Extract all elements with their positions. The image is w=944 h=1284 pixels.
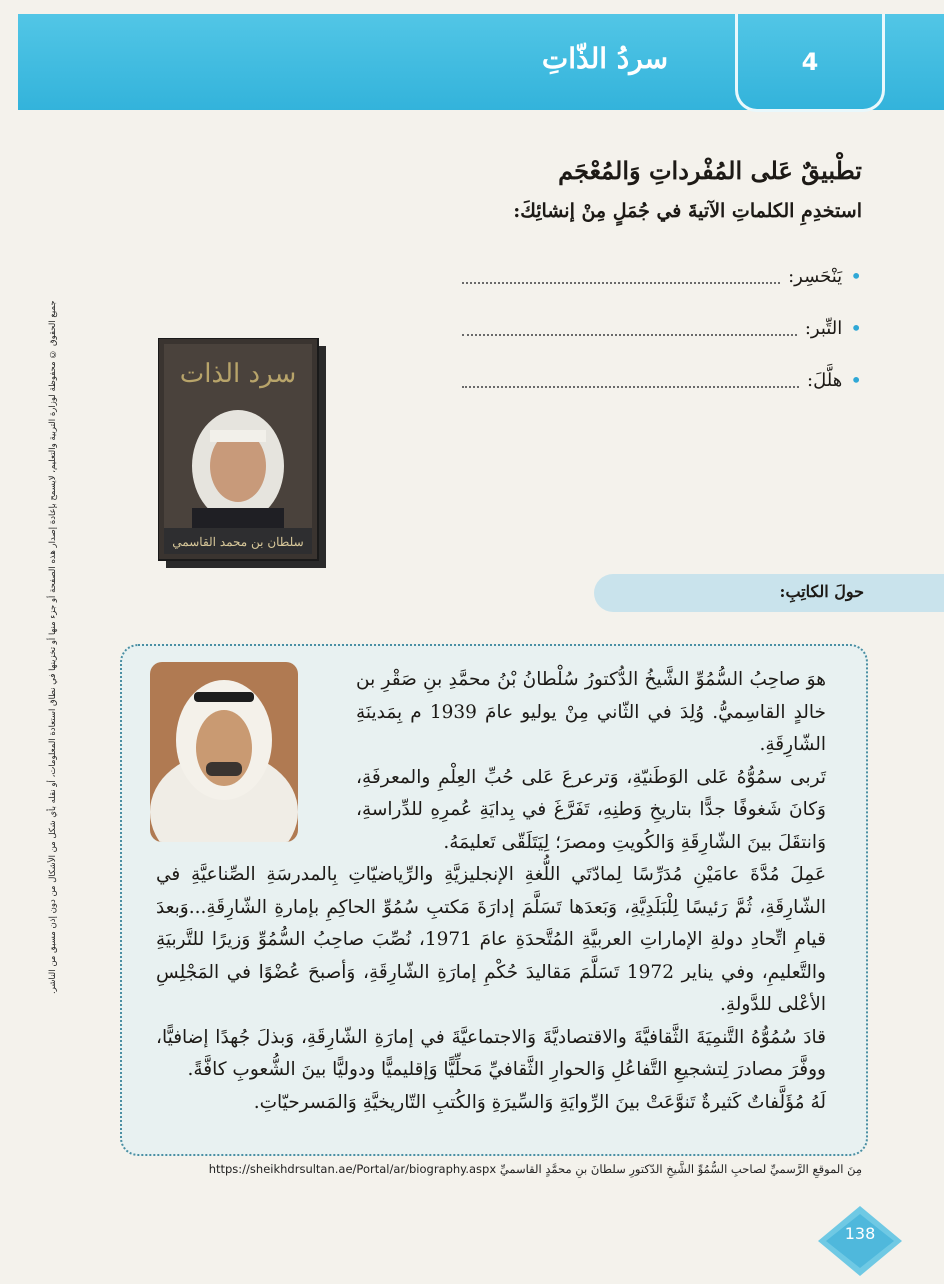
vocab-word: هلَّلَ: bbox=[807, 369, 843, 391]
bio-paragraph: عَمِلَ مُدَّةَ عامَيْنِ مُدَرِّسًا لِمادّتَي اللُّغةِ الإنجليزيَّةِ والرِّياضيّاتِ بِالمدرسَةِ الصِّناعيَّةِ في الشّارِقَةِ، ثُمَّ رَئيسًا لِلْبَلَدِيَّةِ، وَبَعدَها تَسَلَّمَ إدارَةَ مَكتبِ سُمُوِّ الحاكِمِ بإمارةِ الشّارِقَةِ...وَبعدَ قيامِ اتِّحادِ دولةِ الإماراتِ العربيَّةِ المُتَّحدَةِ عامَ 1971، نُصِّبَ صاحِبُ السُّمُوِّ وَزيرًا للتَّربيَةِ والتَّعليمِ، وفي يناير 1972 تَسَلَّمَ مَقاليدَ حُكْمِ إمارَةِ الشّارِقَةِ، وَأصبحَ عُضْوًا في المَجْلِسِ الأعْلى للدَّولةِ. bbox=[156, 864, 826, 1015]
exercise-heading: تطْبيقٌ عَلى المُفْرداتِ وَالمُعْجَم bbox=[558, 156, 862, 185]
answer-line[interactable] bbox=[462, 268, 780, 284]
chapter-title: سردُ الذّاتِ bbox=[541, 42, 669, 75]
about-author-bar bbox=[594, 574, 944, 612]
bio-paragraph: تَربى سمُوُّهُ عَلى الوَطَنيّةِ، وَترعرعَ عَلى حُبِّ العِلْمِ والمعرفَةِ، وَكانَ شَغوفًا جدًّا بتاريخِ وَطنِهِ، تَفَرَّغَ في بِدايَةِ عُمرِهِ للدِّراسةِ، وَانتقَلَ بينَ الشّارِقَةِ وَالكُويتِ ومصرَ؛ لِيَتَلَقّى تَعليمَهُ. bbox=[356, 766, 826, 853]
vocab-list bbox=[462, 250, 862, 406]
source-text: مِنَ الموقعِ الرَّسميِّ لصاحبِ السُّمُوِّ الشَّيخِ الدّكتورِ سلطانَ بنِ محمَّدٍ القاسميِّ bbox=[499, 1162, 862, 1176]
book-cover-image bbox=[158, 338, 326, 568]
vocab-word: يَنْحَسِر: bbox=[788, 265, 843, 287]
page-number: 138 bbox=[844, 1224, 876, 1243]
chapter-number-tab bbox=[735, 14, 885, 112]
author-portrait bbox=[150, 662, 298, 842]
bio-paragraph: لَهُ مُؤَلَّفاتٌ كَثيرةٌ تَنوَّعَتْ بينَ الرِّوايَةِ وَالسِّيرَةِ وَالكُتبِ التّاريخيَّةِ وَالمَسرحيّاتِ. bbox=[253, 1091, 826, 1113]
book-title: سرد الذات bbox=[179, 359, 297, 389]
page-number-badge bbox=[818, 1206, 902, 1276]
vocab-item bbox=[462, 302, 862, 354]
answer-line[interactable] bbox=[462, 320, 797, 336]
source-url[interactable]: https://sheikhdrsultan.ae/Portal/ar/biography.aspx bbox=[208, 1162, 497, 1176]
bullet-icon: • bbox=[850, 264, 862, 288]
bullet-icon: • bbox=[850, 368, 862, 392]
bullet-icon: • bbox=[850, 316, 862, 340]
bio-paragraph: هوَ صاحِبُ السُّمُوِّ الشَّيخُ الدُّكتورُ سُلْطانُ بْنُ محمَّدِ بنِ صَقْرِ بن خالدٍ القاسِميُّ. وُلِدَ في الثّاني مِنْ يوليو عامَ 1939 م بِمَدينَةِ الشّارِقَةِ. bbox=[356, 669, 826, 755]
chapter-number: 4 bbox=[801, 48, 819, 76]
book-author: سلطان بن محمد القاسمي bbox=[172, 535, 304, 549]
about-author-label: حولَ الكاتِبِ: bbox=[779, 582, 864, 601]
bio-paragraph: قادَ سُمُوُّهُ التَّنمِيَةَ الثَّقافيَّةَ والاقتصاديَّةَ وَالاجتماعيَّةَ في إمارَةِ الشّارِقَةِ، وَبذلَ جُهدًا إضافيًّا، ووفَّرَ مصادرَ لِتشجيعِ التَّفاعُلِ وَالحوارِ الثَّقافيِّ مَحلِّيًّا وَإقليميًّا ودوليًّا بينَ الشُّعوبِ كافَّةً. bbox=[156, 1026, 826, 1080]
vocab-item bbox=[462, 250, 862, 302]
answer-line[interactable] bbox=[462, 372, 799, 388]
vocab-word: التِّبر: bbox=[804, 317, 843, 339]
source-note bbox=[209, 1162, 862, 1176]
vocab-item bbox=[462, 354, 862, 406]
copyright-note: جميع الحقوق © محفوظة لوزارة التربية والتعليم، لايسمح بإعادة إصدار هذه الصفحة أو جزء منها أو تخزينها في نطاق استعادة المعلومات، أو نقله بأي شكل من الأشكال من دون إذن مسبق من الناشر. bbox=[48, 300, 58, 994]
exercise-instruction: استخدِمِ الكلماتِ الآتيةَ في جُمَلٍ مِنْ إنشائِكَ: bbox=[513, 200, 862, 222]
